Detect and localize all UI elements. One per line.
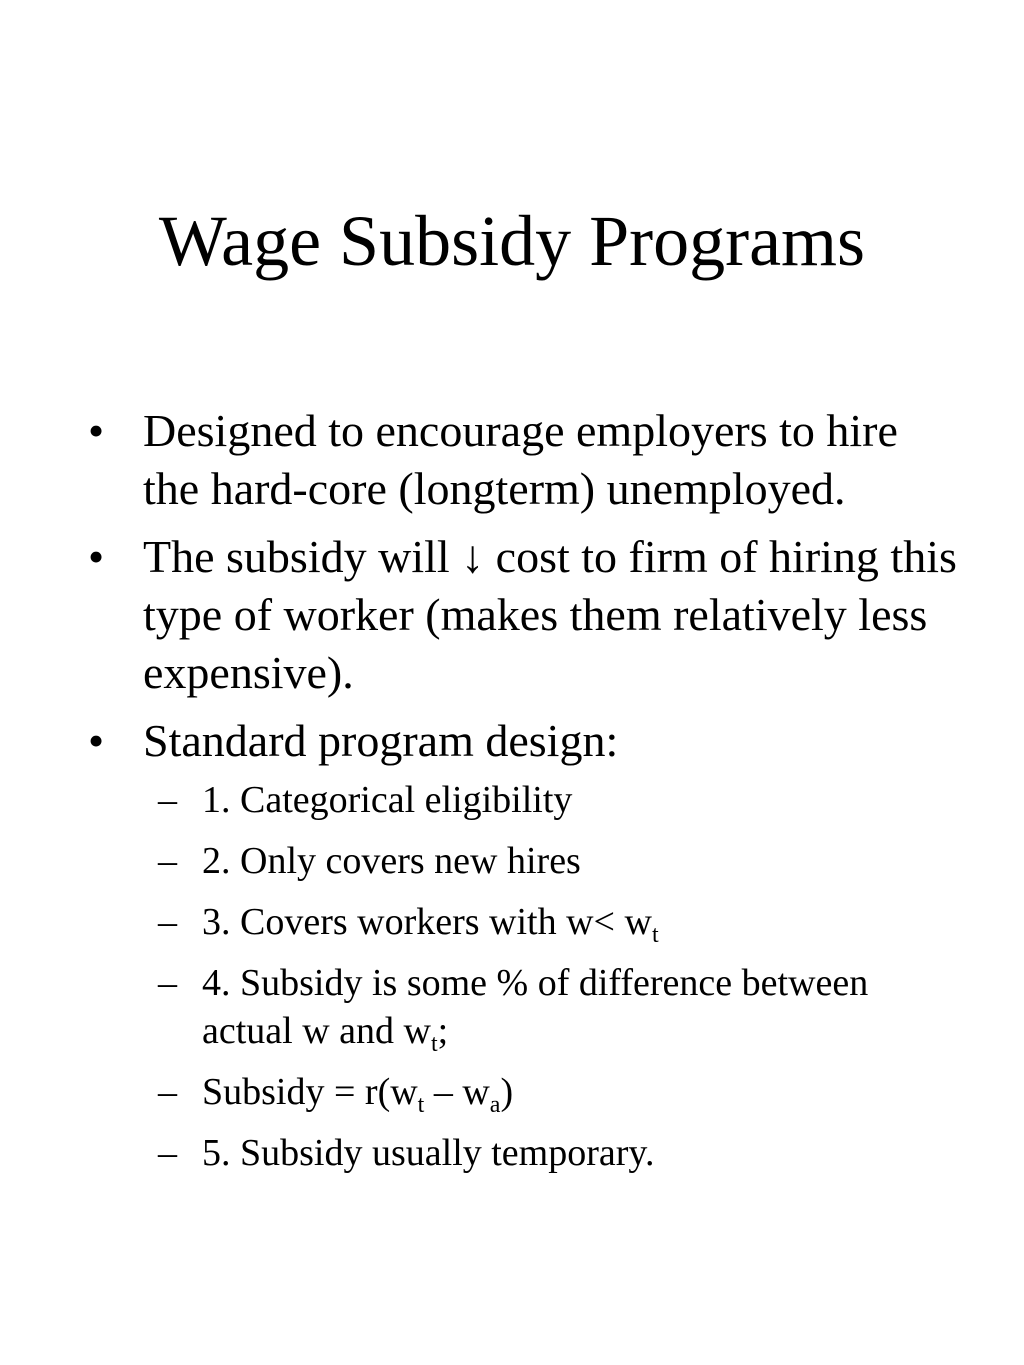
bullet-marker: • — [88, 715, 105, 766]
bullet-item — [0, 712, 1024, 1177]
sub-item — [158, 776, 964, 824]
sub-item — [158, 1068, 964, 1118]
dash-marker: – — [158, 962, 177, 1004]
bullet-list — [0, 402, 1024, 1190]
sub-item — [158, 837, 964, 885]
sub-item-text — [202, 898, 964, 946]
sub-item-prefix: 3. Covers workers with w< w — [202, 901, 652, 943]
sub-item-text — [202, 1068, 964, 1116]
sub-item-mid: – w — [424, 1071, 490, 1113]
dash-marker: – — [158, 1071, 177, 1113]
subscript: t — [430, 1031, 438, 1057]
slide-title: Wage Subsidy Programs — [158, 201, 866, 281]
bullet-marker: • — [88, 531, 105, 582]
sub-item-suffix: ; — [437, 1010, 449, 1052]
sub-item — [158, 898, 964, 948]
dash-marker: – — [158, 1132, 177, 1174]
sub-item-prefix: Subsidy = r(w — [202, 1071, 418, 1113]
bullet-text: The subsidy will ↓ cost to firm of hiring this type of worker (makes them relatively less expensive). — [143, 531, 957, 698]
dash-marker: – — [158, 901, 177, 943]
bullet-item — [0, 528, 1024, 702]
sub-item-text — [202, 959, 964, 1055]
dash-marker: – — [158, 840, 177, 882]
bullet-marker: • — [88, 405, 105, 456]
sub-bullet-list — [143, 776, 964, 1177]
sub-item — [158, 959, 964, 1057]
sub-item-prefix: 4. Subsidy is some % of difference between actual w and w — [202, 962, 869, 1052]
bullet-text: Designed to encourage employers to hire the hard-core (longterm) unemployed. — [143, 405, 898, 514]
sub-item-text: 5. Subsidy usually temporary. — [202, 1132, 655, 1174]
subscript: t — [417, 1092, 425, 1118]
bullet-text: Standard program design: — [143, 715, 619, 766]
bullet-item — [0, 402, 1024, 518]
sub-item — [158, 1129, 964, 1177]
sub-item-text: 2. Only covers new hires — [202, 840, 581, 882]
subscript: a — [489, 1092, 501, 1118]
sub-item-suffix: ) — [500, 1071, 514, 1113]
sub-item-text: 1. Categorical eligibility — [202, 779, 573, 821]
subscript: t — [651, 922, 659, 948]
dash-marker: – — [158, 779, 177, 821]
